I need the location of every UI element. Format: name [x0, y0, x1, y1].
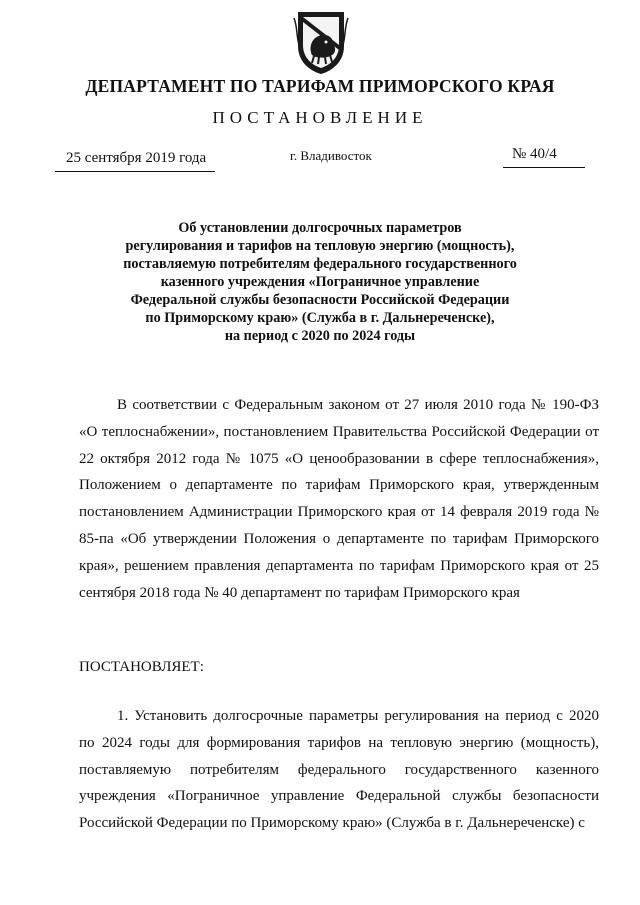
document-city: г. Владивосток — [290, 148, 372, 163]
date-underline — [55, 171, 215, 172]
decree-heading: ПОСТАНОВЛЯЕТ: — [79, 659, 204, 675]
title-line: Об установлении долгосрочных параметров — [178, 220, 462, 236]
coat-of-arms-icon — [292, 8, 350, 76]
title-line: на период с 2020 по 2024 годы — [224, 328, 416, 344]
document-type: ПОСТАНОВЛЕНИЕ — [212, 108, 428, 127]
clause-1-paragraph: 1. Установить долгосрочные параметры регулирования на период с 2020 по 2024 годы для формирования тарифов на тепловую энергию (мощность), поставляемую потребителям федерального государственного казенного учреждения «Пограничное управление Федеральной службы безопасности Российской Федерации по Приморскому краю» (Служба в г. Дальнереченске) с — [79, 708, 599, 832]
title-line: поставляемую потребителям федерального государственного — [123, 256, 517, 272]
title-line: по Приморскому краю» (Служба в г. Дальнереченске), — [145, 310, 495, 326]
department-name: ДЕПАРТАМЕНТ ПО ТАРИФАМ ПРИМОРСКОГО КРАЯ — [85, 76, 555, 96]
document-date: 25 сентября 2019 года — [66, 150, 207, 166]
title-line: казенного учреждения «Пограничное управление — [160, 274, 480, 290]
number-underline — [503, 167, 585, 168]
title-line: регулирования и тарифов на тепловую энергию (мощность), — [125, 238, 515, 254]
document-title — [70, 219, 570, 345]
preamble-paragraph: В соответствии с Федеральным законом от 27 июля 2010 года № 190-ФЗ «О теплоснабжении», постановлением Правительства Российской Федерации от 22 октября 2012 года № 1075 «О ценообразовании в сфере теплоснабжения», Положением о департаменте по тарифам Приморского края, утвержденным постановлением Администрации Приморского края от 14 февраля 2019 года № 85-па «Об утверждении Положения о департаменте по тарифам Приморского края», решением правления департамента по тарифам Приморского края от 25 сентября 2018 года № 40 департамент по тарифам Приморского края — [79, 397, 599, 601]
document-number: № 40/4 — [512, 146, 557, 162]
title-line: Федеральной службы безопасности Российской Федерации — [130, 292, 510, 308]
